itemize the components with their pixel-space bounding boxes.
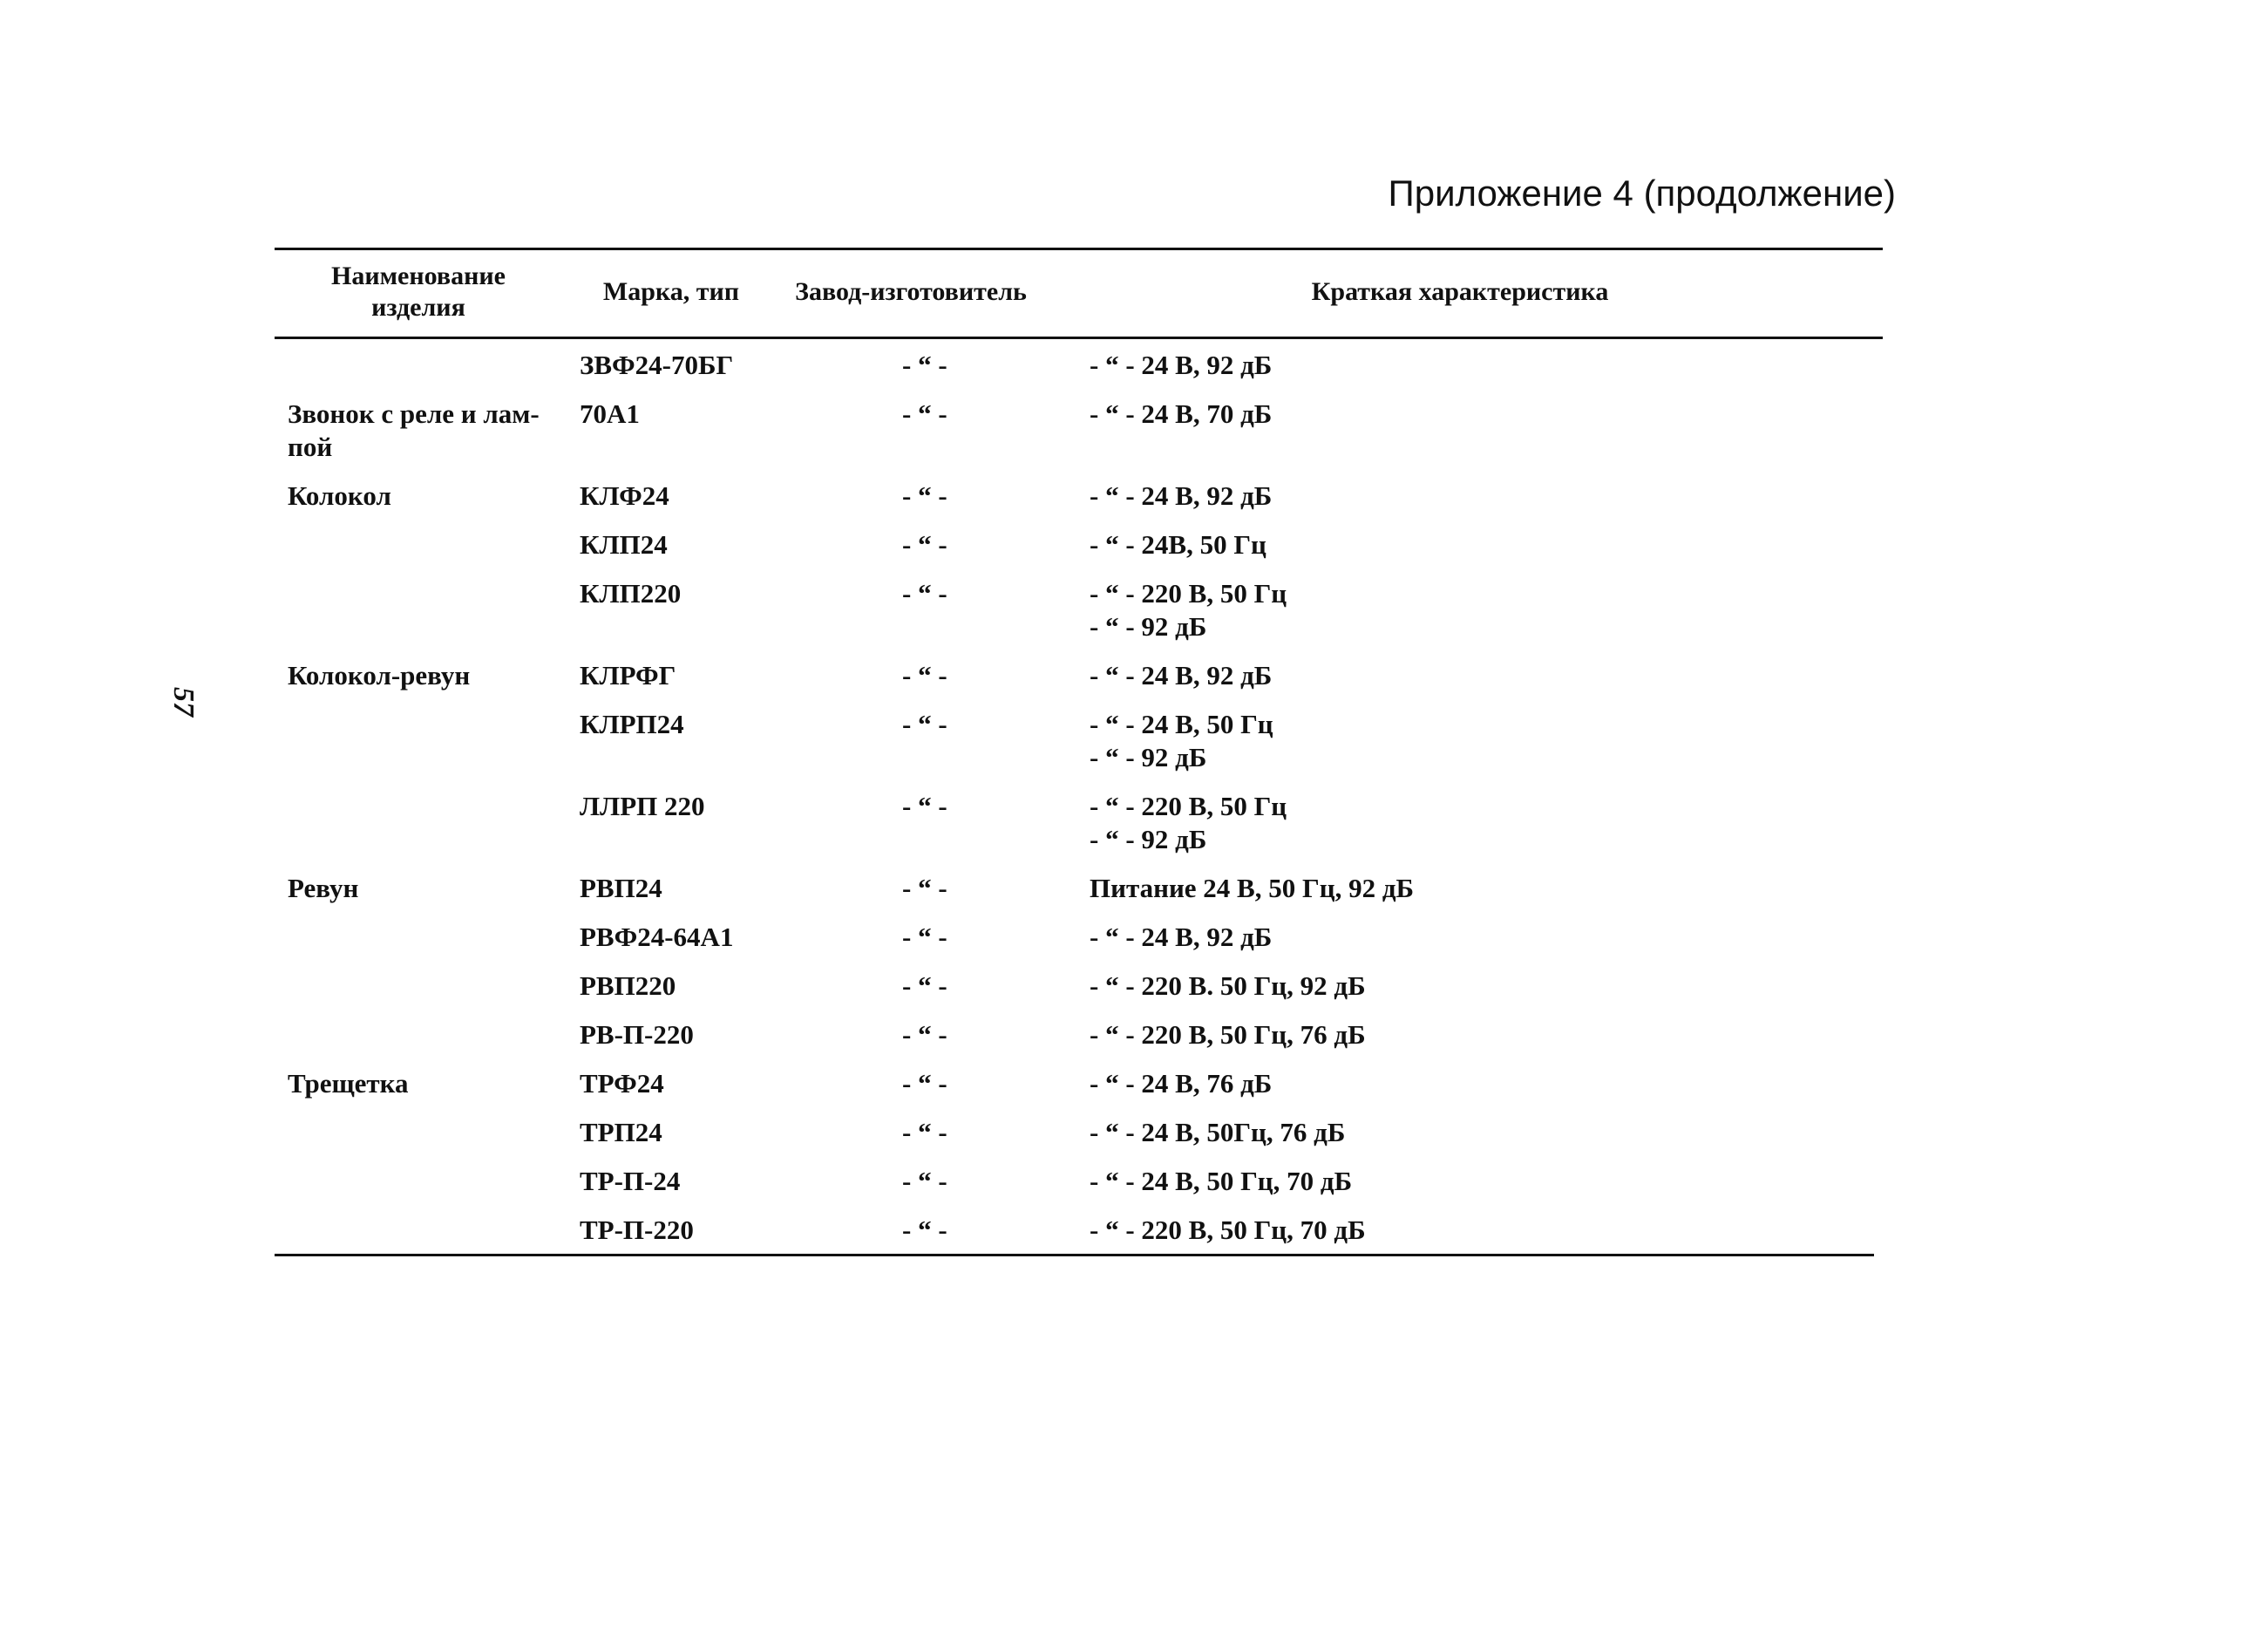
table-row xyxy=(275,701,1883,783)
header-maker: Завод-изготовитель xyxy=(795,277,1027,306)
row-model: ЗВФ24-70БГ xyxy=(580,350,734,380)
row-description: - “ - 24 В, 92 дБ xyxy=(1090,480,1273,511)
table-row xyxy=(275,1158,1883,1207)
row-maker: - “ - xyxy=(902,660,947,691)
row-description: Питание 24 В, 50 Гц, 92 дБ xyxy=(1090,873,1414,903)
row-maker: - “ - xyxy=(902,1019,947,1050)
row-name: Ревун xyxy=(288,873,359,903)
row-maker: - “ - xyxy=(902,709,947,739)
table-row xyxy=(275,865,1883,914)
table-row xyxy=(275,783,1883,865)
row-maker: - “ - xyxy=(902,529,947,560)
row-description: - “ - 220 В, 50 Гц, 76 дБ xyxy=(1090,1019,1366,1050)
table-row xyxy=(275,391,1883,473)
row-description: - “ - 24 В, 92 дБ xyxy=(1090,922,1273,952)
row-name: Трещетка xyxy=(288,1068,409,1099)
row-name: Колокол xyxy=(288,480,391,511)
table-bottom-rule xyxy=(275,1254,1874,1256)
row-model: ТРП24 xyxy=(580,1117,662,1147)
row-description: - “ - 220 В, 50 Гц, 70 дБ xyxy=(1090,1215,1366,1245)
row-description: - “ - 24 В, 92 дБ xyxy=(1090,350,1273,380)
appendix-heading: Приложение 4 (продолжение) xyxy=(1388,173,1896,214)
row-description: - “ - 24 В, 50 Гц, 70 дБ xyxy=(1090,1166,1353,1196)
table-body xyxy=(275,342,1883,1255)
row-model: ТР-П-24 xyxy=(580,1166,681,1196)
table-row xyxy=(275,473,1883,521)
row-description: - “ - 220 В, 50 Гц - “ - 92 дБ xyxy=(1090,791,1287,854)
header-name-line-1: Наименование xyxy=(331,262,506,290)
row-maker: - “ - xyxy=(902,970,947,1001)
row-maker: - “ - xyxy=(902,578,947,609)
row-name: Звонок с реле и лам- пой xyxy=(288,398,540,462)
row-model: РВП24 xyxy=(580,873,662,903)
header-name xyxy=(275,248,562,337)
row-description: - “ - 220 В, 50 Гц - “ - 92 дБ xyxy=(1090,578,1287,642)
row-maker: - “ - xyxy=(902,922,947,952)
table-row xyxy=(275,914,1883,963)
table-row xyxy=(275,1011,1883,1060)
header-description: Краткая характеристика xyxy=(1311,277,1609,306)
row-maker: - “ - xyxy=(902,791,947,821)
row-model: 70А1 xyxy=(580,398,640,429)
table-row xyxy=(275,963,1883,1011)
table-row xyxy=(275,1109,1883,1158)
row-description: - “ - 24 В, 92 дБ xyxy=(1090,660,1273,691)
row-maker: - “ - xyxy=(902,480,947,511)
row-maker: - “ - xyxy=(902,398,947,429)
table-row xyxy=(275,342,1883,391)
page-number: 57 xyxy=(167,687,200,717)
row-description: - “ - 24 В, 70 дБ xyxy=(1090,398,1273,429)
row-model: КЛРФГ xyxy=(580,660,676,691)
table-row xyxy=(275,570,1883,652)
row-maker: - “ - xyxy=(902,1117,947,1147)
row-model: РВ-П-220 xyxy=(580,1019,694,1050)
row-description: - “ - 24 В, 50Гц, 76 дБ xyxy=(1090,1117,1346,1147)
table-header-rule xyxy=(275,337,1883,339)
row-model: КЛРП24 xyxy=(580,709,684,739)
row-description: - “ - 24 В, 76 дБ xyxy=(1090,1068,1273,1099)
row-description: - “ - 24 В, 50 Гц - “ - 92 дБ xyxy=(1090,709,1273,772)
row-maker: - “ - xyxy=(902,1166,947,1196)
row-model: КЛП220 xyxy=(580,578,682,609)
row-model: РВФ24-64А1 xyxy=(580,922,734,952)
row-maker: - “ - xyxy=(902,873,947,903)
row-maker: - “ - xyxy=(902,350,947,380)
row-maker: - “ - xyxy=(902,1068,947,1099)
row-name: Колокол-ревун xyxy=(288,660,471,691)
table-row xyxy=(275,652,1883,701)
table-row xyxy=(275,1060,1883,1109)
header-name-line-2: изделия xyxy=(371,293,465,322)
row-model: КЛФ24 xyxy=(580,480,669,511)
row-description: - “ - 220 В. 50 Гц, 92 дБ xyxy=(1090,970,1366,1001)
table-row xyxy=(275,1207,1883,1255)
row-model: КЛП24 xyxy=(580,529,668,560)
row-maker: - “ - xyxy=(902,1215,947,1245)
row-model: ЛЛРП 220 xyxy=(580,791,705,821)
row-model: ТРФ24 xyxy=(580,1068,664,1099)
row-description: - “ - 24В, 50 Гц xyxy=(1090,529,1266,560)
table-header xyxy=(275,248,1883,337)
table-row xyxy=(275,521,1883,570)
row-model: РВП220 xyxy=(580,970,676,1001)
header-model: Марка, тип xyxy=(602,277,740,306)
row-model: ТР-П-220 xyxy=(580,1215,694,1245)
